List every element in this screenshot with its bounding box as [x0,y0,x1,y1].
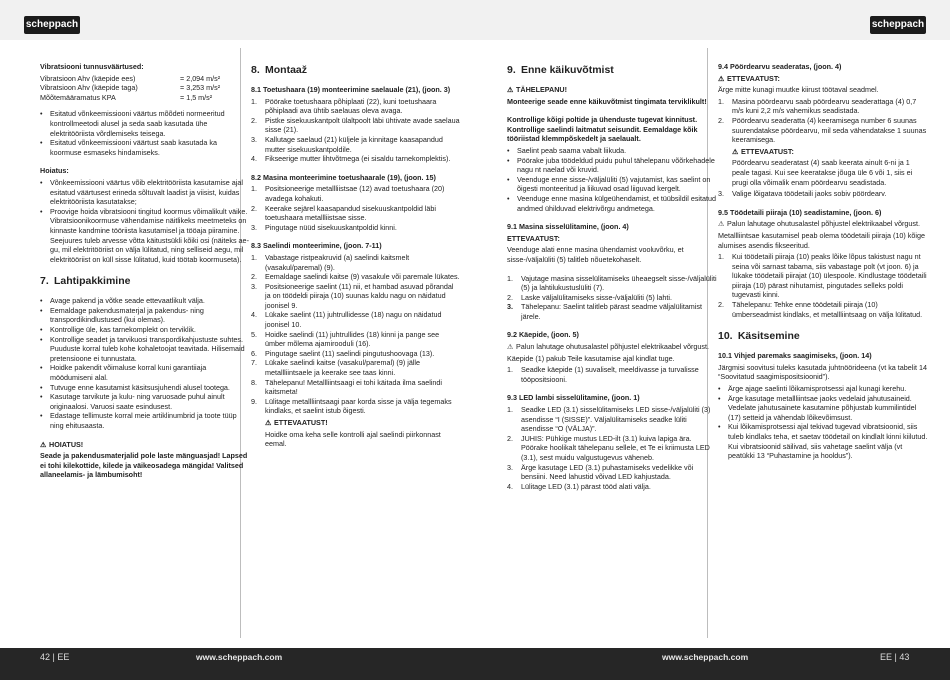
list-item: • Saelint peab saama vabalt liikuda. [507,146,717,156]
list-item: • Veenduge enne masina külgeühendamist, et tüübsildil esitatud andmed ühilduvad elektrivõrgu andmetega. [507,194,717,213]
header-bar [0,0,950,40]
subsection-8-2-title: 8.2 Masina monteerimine toetushaarale (19), (joon. 15) [251,172,436,182]
brand-logo-left: scheppach [24,16,80,34]
caution-text: Ärge mitte kunagi muutke kiirust töötaval seadmel. [718,85,879,95]
page-number-left: 42 | EE [40,652,70,662]
prestart-list [507,146,717,213]
caution-text: Hoidke oma keha selle kontrolli ajal saelindi piirkonnast eemal. [265,429,441,449]
list-item: 6. Pingutage saelint (11) saelindi pingutushoovaga (13). [251,348,435,358]
list-item: 9. Lülitage metallliintsaagi paar korda sisse ja välja tegemaks kindlaks, et saelint istub õigesti. [251,396,452,416]
list-item: 3. Positsioneerige saelint (11) nii, et hambad asuvad põrandal ja on töödeldi piiraja (10) suunas kaldu nagu on näidatud joonisel 9. [251,281,454,310]
list-item: • Pöörake juba töödeldud puidu puhul tähelepanu võõrkehadele nagu nt naelad või kruvid. [507,156,717,175]
subsection-9-1-title: 9.1 Masina sisselülitamine, (joon. 4) [507,222,629,232]
list-item: 3. Pingutage nüüd sisekuuskantpoldid kinni. [251,222,397,232]
section-10-title: 10. Käsitsemine [718,330,800,343]
footer-bar [0,648,950,680]
list-item: 3. Valige lõigatava töödetaili jaoks sobiv pöördearv. [718,189,887,199]
vibration-notes [40,109,250,157]
list-item: 1. Vabastage ristpeakruvid (a) saelindi kaitsmelt (vasakul/paremal) (9). [251,252,410,272]
caution-label: ETTEVAATUST: [727,73,780,83]
paragraph: Metallliintsae kasutamisel peab olema töödetaili piiraja (10) kõige alumises asendis fikseeritud. [718,230,925,250]
vibration-row: Mõõtemääramatus KPA = 1,5 m/s² [40,92,213,102]
website-link-right[interactable]: www.scheppach.com [662,652,749,662]
list-item: • Kui lõikamisprotsessi ajal tekivad tugevad vibratsioonid, siis tuleb kindlaks teha, et saetav töödetail on kindlalt kinni kiilutud. Kui vibratsioonid säilivad, siis vahetage saelint välja (vt peatükki 13 “Puhastamine ja hooldus”). [718,422,928,460]
list-item: 2. Tähelepanu: Tehke enne töödetaili piiraja (10) ümberseadmist kindlaks, et metallliintsaag on välja lülitatud. [718,300,923,319]
list-item: 1. Pöörake toetushaara põhiplaati (22), kuni toetushaara põhiplaadi ava ühtib saelauas oleva avaga. [251,96,437,116]
list-item: 2. Keerake sejärel kaasapandud sisekuuskantpoldid läbi toetushaara metallliistsae sisse. [251,203,437,223]
website-link-left[interactable]: www.scheppach.com [196,652,283,662]
list-item: 4. Lükake saelint (11) juhtrullidesse (18) nagu on näidatud joonisel 10. [251,310,442,330]
steps-8-1 [251,97,461,164]
warning-text: Seade ja pakendusmaterjalid pole laste mänguasjad! Lapsed ei tohi kilekottide, kilede ja väikeosadega mängida! Valitsed allaneelamis- ja lämbumisoht! [40,451,248,480]
list-item: • Hoidke pakendit võimaluse korral kuni garantiiaja möödumiseni alal. [40,363,250,382]
list-item: 2. JUHIS: Pühkige mustus LED-ilt (3.1) kuiva lapiga ära. Pöörake hoolikalt tähelepanu sellele, et Te ei kriimusta LED (3.1), sest muidu valgustugevus väheneb. [507,433,710,462]
list-item: • Tutvuge enne kasutamist käsitsusjuhendi alusel tootega. [40,383,250,393]
steps-9-1 [507,274,717,322]
list-item: • Esitatud võnkeemissiooni väärtus mõõdeti normeeritud kontrollmeetodi alusel ja seda saab kasutada ühe elektritööriista võrdlemiseks teisega. [40,109,250,138]
list-item: 2. Pistke sisekuuskantpolt ülaltpoolt läbi ühtivate avade saelaua sisse (21). [251,115,460,135]
list-item: 3. Tähelepanu: Saelint talitleb pärast seadme väljalülitamist järele. [507,302,702,321]
caution-label: ETTEVAATUST: [741,146,794,156]
section-9-title: 9. Enne käikuvõtmist [507,64,614,76]
list-item: 2. Pöördearvu seaderatta (4) keeramisega number 6 suunas suurendatakse pöördearvu, mil seda vähendatakse 1 suunas keeramisega. [718,115,927,145]
caution-text: Veenduge alati enne masina ühendamist vooluvõrku, et sisse-/väljalüliti (5) talitleb nõuetekohaselt. [507,245,684,264]
list-item: 1. Kui töödetaili piiraja (10) peaks lõike lõpus takistust nagu nt seina või sarnast tabama, siis vabastage polt (vt joon. 6) ja lükake töödetaili piirajat (10) ülespoole. Kindlustage töödetaili piiraja (10) pärast nihutamist, pingutades selleks poldi tugevasti kinni. [718,252,927,300]
column-1 [40,62,250,482]
list-item: 7. Lükake saelindi kaitse (vasakul/paremal) (9) jälle metallliintsaele ja keerake see taas kinni. [251,358,421,378]
list-item: • Kasutage tarvikute ja kulu- ning varuosade puhul ainult originaalosi. Varuosi saate esindusest. [40,392,250,411]
list-item: 3. Kallutage saelaud (21) küljele ja kinnitage kaasapandud mutter sisekuuskantpoldile. [251,134,443,154]
safety-text: Palun lahutage ohutusalastel põhjustel elektrikaabel võrgust. [727,219,920,229]
list-item: • Eemaldage pakendusmaterjal ja pakendus- ning transpordikindlustused (kui olemas). [40,306,250,325]
warning-list [40,178,250,264]
warning-triangle-icon: ⚠ [265,418,272,427]
sawing-tips-list [718,384,928,461]
list-item: 3. Ärge kasutage LED (3.1) puhastamiseks vedelikke või bensiini. Need lahustid võivad LED kahjustada. [507,462,694,482]
warning-label: HOIATUS! [49,439,84,449]
list-item: • Edastage tellimuste korral meie artiklinumbrid ja toote tüüp ning ehitusaasta. [40,411,250,430]
check-notice: Kontrollige kõigi poltide ja ühenduste tugevat kinnitust. Kontrollige saelindi laitmatut seisundit. Eemaldage kõik tööriistad klemmpõskedelt ja saelaualt. [507,115,698,144]
warning-triangle-icon: ⚠ [718,219,725,229]
steps-9-4-cont [718,189,928,199]
list-item: 4. Fikseerige mutter lihtvõtmega (ei sisaldu tarnekomplektis). [251,154,451,164]
page-number-right: EE | 43 [880,652,910,662]
list-item: 4. Lülitage LED (3.1) pärast tööd alati välja. [507,481,651,491]
list-item: 1. Masina pöördearvu saab pöördearvu seaderattaga (4) 0,7 m/s kuni 2,2 m/s vahemikus seadistada. [718,96,917,116]
subsection-8-3-title: 8.3 Saelindi monteerimine, (joon. 7-11) [251,241,382,251]
vibration-row: Vibratsioon Ahv (käepide taga) = 3,253 m/s² [40,83,221,93]
steps-9-2 [507,365,717,384]
caution-text: Pöördearvu seaderatast (4) saab keerata ainult 6-ni ja 1 peale tagasi. Kui see keeratakse jõuga üle 6 või 1, siis ei prugi olla võimalik enam pöördearvu seadistada. [732,158,913,187]
list-item: • Proovige hoida vibratsiooni tingitud koormus võimalikult väike. Vibratsioonikoormuse vähendamise näitlikeks meetmeteks on kinnaste kandmine tööriista kasutamisel ja tööaja piiramine. Seejuures tuleb arvesse võtta käitustsükli kõiki osi (näiteks aegu, mil elektritööriist on välja lülitatud, ning selliseid aegu, mil elektritööriist on küll sisse lülitatud, kuid töötab koormuseta). [40,207,250,265]
subsection-9-3-title: 9.3 LED lambi sisselülitamine, (joon. 1) [507,393,640,403]
vibration-title: Vibratsiooni tunnusväärtused: [40,62,144,71]
list-item: 1. Positsioneerige metallliistsae (12) avad toetushaara (20) avadega kohakuti. [251,184,445,203]
steps-9-4 [718,97,928,145]
warning-triangle-icon: ⚠ [507,85,514,94]
list-item: 5. Hoidke saelindi (11) juhtrullides (18) kinni ja pange see ümber mõlema ajamirooduli (16). [251,329,440,349]
list-item: • Kontrollige üle, kas tarnekomplekt on terviklik. [40,325,250,335]
list-item: • Kontrollige seadet ja tarvikuosi transpordikahjustuste suhtes. Puuduste korral tuleb kohe kohaletoojat teavitada. Hilisemaid pretensioone ei tunnustata. [40,335,250,364]
column-4 [718,62,928,463]
warning-triangle-icon: ⚠ [40,439,47,449]
vibration-row: Vibratsioon Ahv (käepide ees) = 2,094 m/s² [40,73,221,83]
steps-9-3 [507,405,717,491]
list-item: 8. Tähelepanu! Metallliintsaagi ei tohi käitada ilma saelindi kaitsmeta! [251,377,442,397]
subsection-9-4-title: 9.4 Pöördearvu seaderatas, (joon. 4) [718,62,842,71]
list-item: • Ärge kasutage metallliintsae jaoks vedelaid jahutusaineid. Vedelate jahutusainete kasutamine põhjustab kummilintidel (17) setteid ja vähendab lõikevõimsust. [718,394,928,423]
list-item: • Võnkeemissiooni väärtus võib elektritööriista kasutamise ajal esitatud väärtusest erineda sõltuvalt laadist ja viisist, kuidas elektritööriista kasutatakse; [40,178,250,207]
caution-label: ETTEVAATUST! [274,418,328,427]
subsection-9-5-title: 9.5 Töödetaili piiraja (10) seadistamine, (joon. 6) [718,207,882,217]
attention-label: TÄHELEPANU! [516,85,567,94]
warning-heading: Hoiatus: [40,166,69,176]
list-item: 2. Eemaldage saelindi kaitse (9) vasakule või paremale lükates. [251,272,460,282]
paragraph: Käepide (1) pakub Teile kasutamise ajal kindlat tuge. [507,353,675,363]
paragraph: Järgmisi soovitusi tuleks kasutada juhtnöörideena (vt ka tabelit 14 “Soovitatud saagimispositsioonid”). [718,362,927,382]
unpacking-list [40,296,250,430]
safety-text: Palun lahutage ohutusalastel põhjustel elektrikaabel võrgust. [516,342,709,352]
subsection-8-1-title: 8.1 Toetushaara (19) monteerimine saelauale (21), (joon. 3) [251,85,451,94]
list-item: • Ärge ajage saelinti lõikamisprotsessi ajal kunagi kerehu. [718,384,928,394]
section-7-title: 7. Lahtipakkimine [40,275,131,288]
list-item: • Avage pakend ja võtke seade ettevaatlikult välja. [40,296,250,306]
subsection-9-2-title: 9.2 Käepide, (joon. 5) [507,330,579,340]
subsection-10-1-title: 10.1 Vihjed paremaks saagimiseks, (joon. 14) [718,351,872,361]
attention-text: Monteerige seade enne käikuvõtmist tingimata terviklikult! [507,96,707,106]
warning-triangle-icon: ⚠ [718,73,725,83]
column-2 [251,62,461,451]
list-item: 1. Seadke LED (3.1) sisselülitamiseks LED sisse-/väljalüliti (3) asendisse “I (SISSE)”. Väljalülitamiseks seadke lüliti asendisse “O (VÄLJA)”. [507,405,711,434]
caution-label: ETTEVAATUST: [507,233,560,243]
warning-triangle-icon: ⚠ [507,342,514,352]
column-3 [507,62,717,493]
steps-8-3 [251,253,461,416]
section-8-title: 8. Montaaž [251,64,308,76]
list-item: 2. Laske väljalülitamiseks sisse-/väljalüliti (5) lahti. [507,292,672,302]
list-item: 1. Vajutage masina sisselülitamiseks üheaegselt sisse-/väljalüliti (5) ja lahtilukustuslüliti (7). [507,273,717,293]
steps-8-2 [251,184,461,232]
list-item: • Veenduge enne sisse-/väljalüliti (5) vajutamist, kas saelint on õigesti monteeritud ja liikuvad osad liiguvad kergelt. [507,175,717,194]
warning-triangle-icon: ⚠ [732,146,739,156]
brand-logo-right: scheppach [870,16,926,34]
steps-9-5 [718,252,928,319]
list-item: 1. Seadke käepide (1) suvaliselt, meeldivasse ja turvalisse tööpositsiooni. [507,365,699,384]
list-item: • Esitatud võnkeemissiooni väärtust saab kasutada ka koormuse esmaseks hindamiseks. [40,138,250,157]
